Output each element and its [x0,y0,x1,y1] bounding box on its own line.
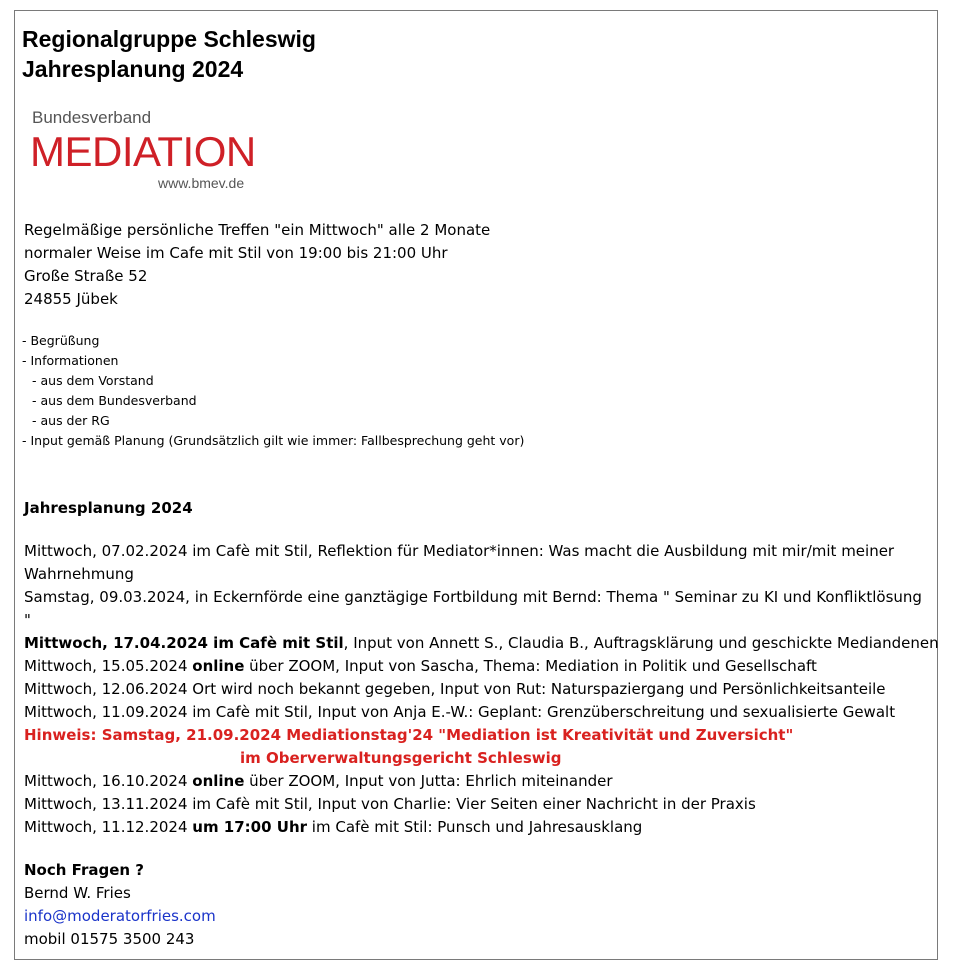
intro-line: normaler Weise im Cafe mit Stil von 19:00 bis 21:00 Uhr [24,244,448,262]
page-title [22,24,316,84]
agenda-item: - Input gemäß Planung (Grundsätzlich gilt wie immer: Fallbesprechung geht vor) [22,433,525,448]
contact-phone: mobil 01575 3500 243 [24,930,195,948]
plan-heading: Jahresplanung 2024 [24,499,193,517]
schedule-item: Mittwoch, 13.11.2024 im Cafè mit Stil, Input von Charlie: Vier Seiten einer Nachricht in der Praxis [24,795,756,813]
intro-line: Große Straße 52 [24,267,148,285]
intro-line: Regelmäßige persönliche Treffen "ein Mittwoch" alle 2 Monate [24,221,491,239]
schedule-item: Mittwoch, 17.04.2024 im Cafè mit Stil, Input von Annett S., Claudia B., Auftragsklärung und geschickte Mediandenen [24,634,939,652]
agenda-item: - Begrüßung [22,333,100,348]
agenda-subitem: - aus dem Vorstand [32,373,154,388]
schedule-item: Mittwoch, 07.02.2024 im Cafè mit Stil, Reflektion für Mediator*innen: Was macht die Ausbildung mit mir/mit meiner Wahrnehmung [24,542,895,583]
bmev-logo [32,108,272,194]
agenda-list [22,331,524,451]
schedule-item: Mittwoch, 12.06.2024 Ort wird noch bekannt gegeben, Input von Rut: Naturspaziergang und Persönlichkeitsanteile [24,680,886,698]
logo-url: www.bmev.de [158,175,245,191]
hint-line: im Oberverwaltungsgericht Schleswig [240,749,562,767]
contact-name: Bernd W. Fries [24,884,131,902]
title-line-2: Jahresplanung 2024 [22,56,244,82]
schedule-item: Mittwoch, 11.09.2024 im Cafè mit Stil, Input von Anja E.-W.: Geplant: Grenzüberschreitung und sexualisierte Gewalt [24,703,896,721]
contact-block [24,859,216,951]
intro-block [24,219,490,311]
agenda-subitem: - aus der RG [32,413,110,428]
contact-heading: Noch Fragen ? [24,861,144,879]
logo-wordmark: MEDIATION [30,128,256,175]
schedule-item: Mittwoch, 16.10.2024 online über ZOOM, Input von Jutta: Ehrlich miteinander [24,772,613,790]
schedule-item: Mittwoch, 11.12.2024 um 17:00 Uhr im Cafè mit Stil: Punsch und Jahresausklang [24,818,643,836]
hint-line: Hinweis: Samstag, 21.09.2024 Mediationstag'24 "Mediation ist Kreativität und Zuversicht" [24,726,794,744]
intro-line: 24855 Jübek [24,290,118,308]
schedule-item: Samstag, 09.03.2024, in Eckernförde eine ganztägige Fortbildung mit Bernd: Thema " Seminar zu KI und Konfliktlösung " [24,588,922,629]
title-line-1: Regionalgruppe Schleswig [22,26,316,52]
agenda-subitem: - aus dem Bundesverband [32,393,197,408]
agenda-item: - Informationen [22,353,119,368]
schedule-item: Mittwoch, 15.05.2024 online über ZOOM, Input von Sascha, Thema: Mediation in Politik und Gesellschaft [24,657,817,675]
contact-email-link[interactable]: info@moderatorfries.com [24,907,216,925]
logo-org: Bundesverband [32,108,152,127]
schedule-list [24,540,939,839]
